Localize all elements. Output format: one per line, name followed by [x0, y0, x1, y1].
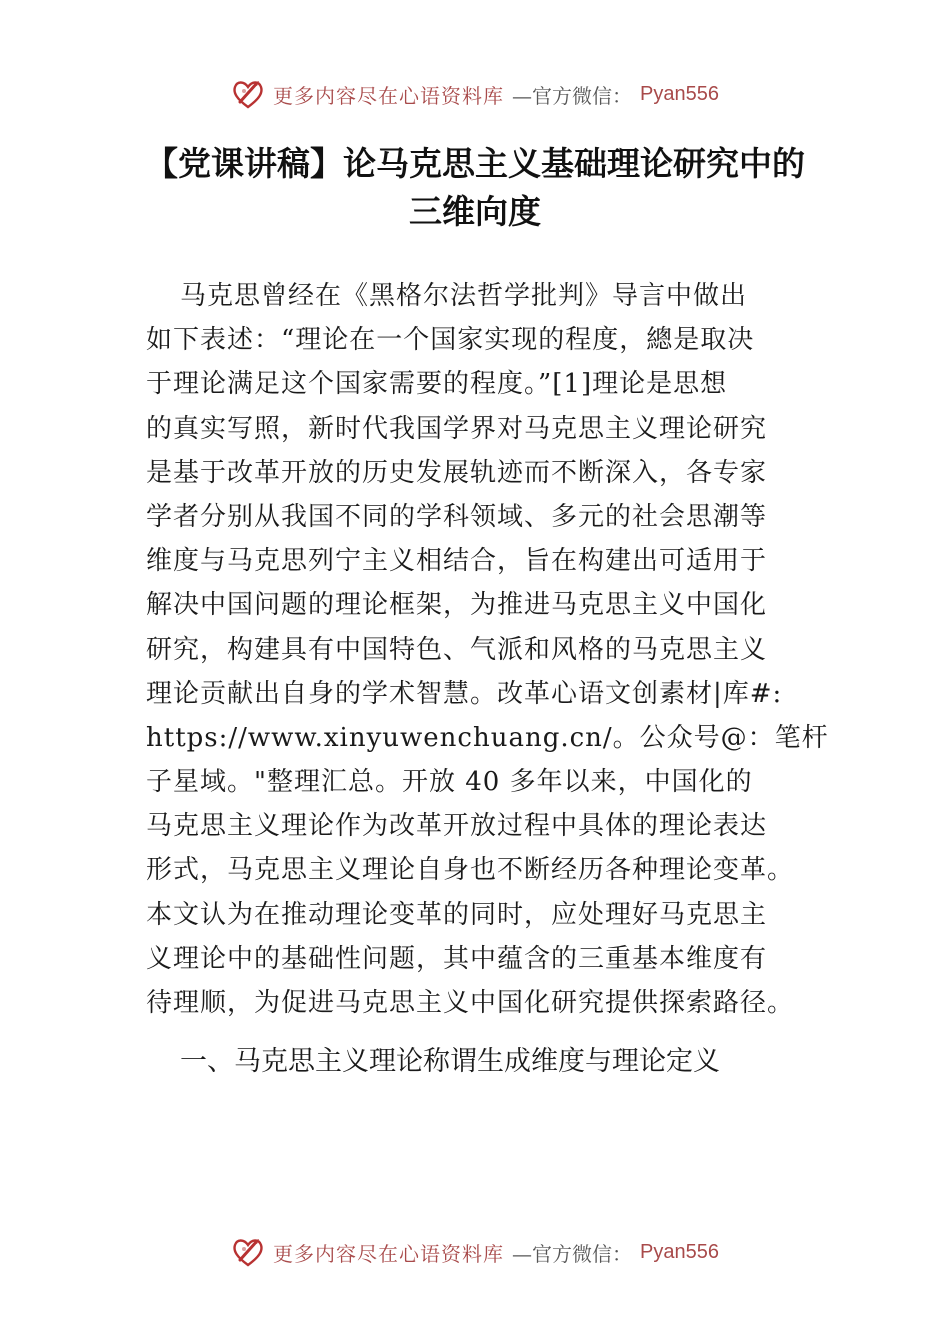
body-line: 马克思曾经在《黑格尔法哲学批判》导言中做出 — [180, 281, 748, 311]
body-line: 如下表述：“理论在一个国家实现的程度，總是取决 — [146, 325, 755, 356]
body-line: 理论贡献出自身的学术智慧。改革心语文创素材|库#: — [146, 678, 783, 709]
body-line: 待理顺，为促进马克思主义中国化研究提供探索路径。 — [146, 988, 795, 1018]
footer-banner — [0, 1232, 950, 1272]
body-line: 形式，马克思主义理论自身也不断经历各种理论变革。 — [146, 855, 795, 886]
body-line: 是基于改革开放的历史发展轨迹而不断深入，各专家 — [146, 457, 768, 488]
body-paragraph — [146, 274, 829, 1025]
page-title — [0, 140, 950, 236]
banner-wechat-id: Pyan556 — [640, 1240, 719, 1263]
banner-separator: —官方微信： — [512, 83, 633, 108]
page-title-line-2: 三维向度 — [409, 192, 541, 231]
banner-separator: —官方微信： — [512, 1241, 633, 1266]
heart-pen-logo-icon — [231, 77, 265, 111]
body-line: 子星域。"整理汇总。开放 40 多年以来，中国化的 — [146, 767, 753, 798]
body-line: 的真实写照，新时代我国学界对马克思主义理论研究 — [146, 413, 768, 444]
body-line: 于理论满足这个国家需要的程度。”[1]理论是思想 — [146, 369, 728, 400]
body-line: 本文认为在推动理论变革的同时，应处理好马克思主 — [146, 899, 768, 930]
heart-pen-logo-icon — [231, 1235, 265, 1269]
banner-wechat-id: Pyan556 — [640, 82, 719, 105]
body-line: 学者分别从我国不同的学科领域、多元的社会思潮等 — [146, 501, 768, 532]
banner-slogan: 更多内容尽在心语资料库 — [273, 83, 505, 108]
section-heading: 一、马克思主义理论称谓生成维度与理论定义 — [180, 1046, 720, 1077]
page-title-line-1: 【党课讲稿】论马克思主义基础理论研究中的 — [145, 144, 805, 183]
body-line: 解决中国问题的理论框架，为推进马克思主义中国化 — [146, 590, 768, 621]
body-line: 义理论中的基础性问题，其中蕴含的三重基本维度有 — [146, 943, 768, 974]
body-line: 维度与马克思列宁主义相结合，旨在构建出可适用于 — [146, 546, 768, 577]
body-line-url: https://www.xinyuwenchuang.cn/。公众号@：笔杆 — [146, 722, 829, 753]
body-line: 研究，构建具有中国特色、气派和风格的马克思主义 — [146, 634, 768, 665]
body-line: 马克思主义理论作为改革开放过程中具体的理论表达 — [146, 811, 768, 842]
header-banner — [0, 74, 950, 114]
banner-slogan: 更多内容尽在心语资料库 — [273, 1241, 505, 1266]
